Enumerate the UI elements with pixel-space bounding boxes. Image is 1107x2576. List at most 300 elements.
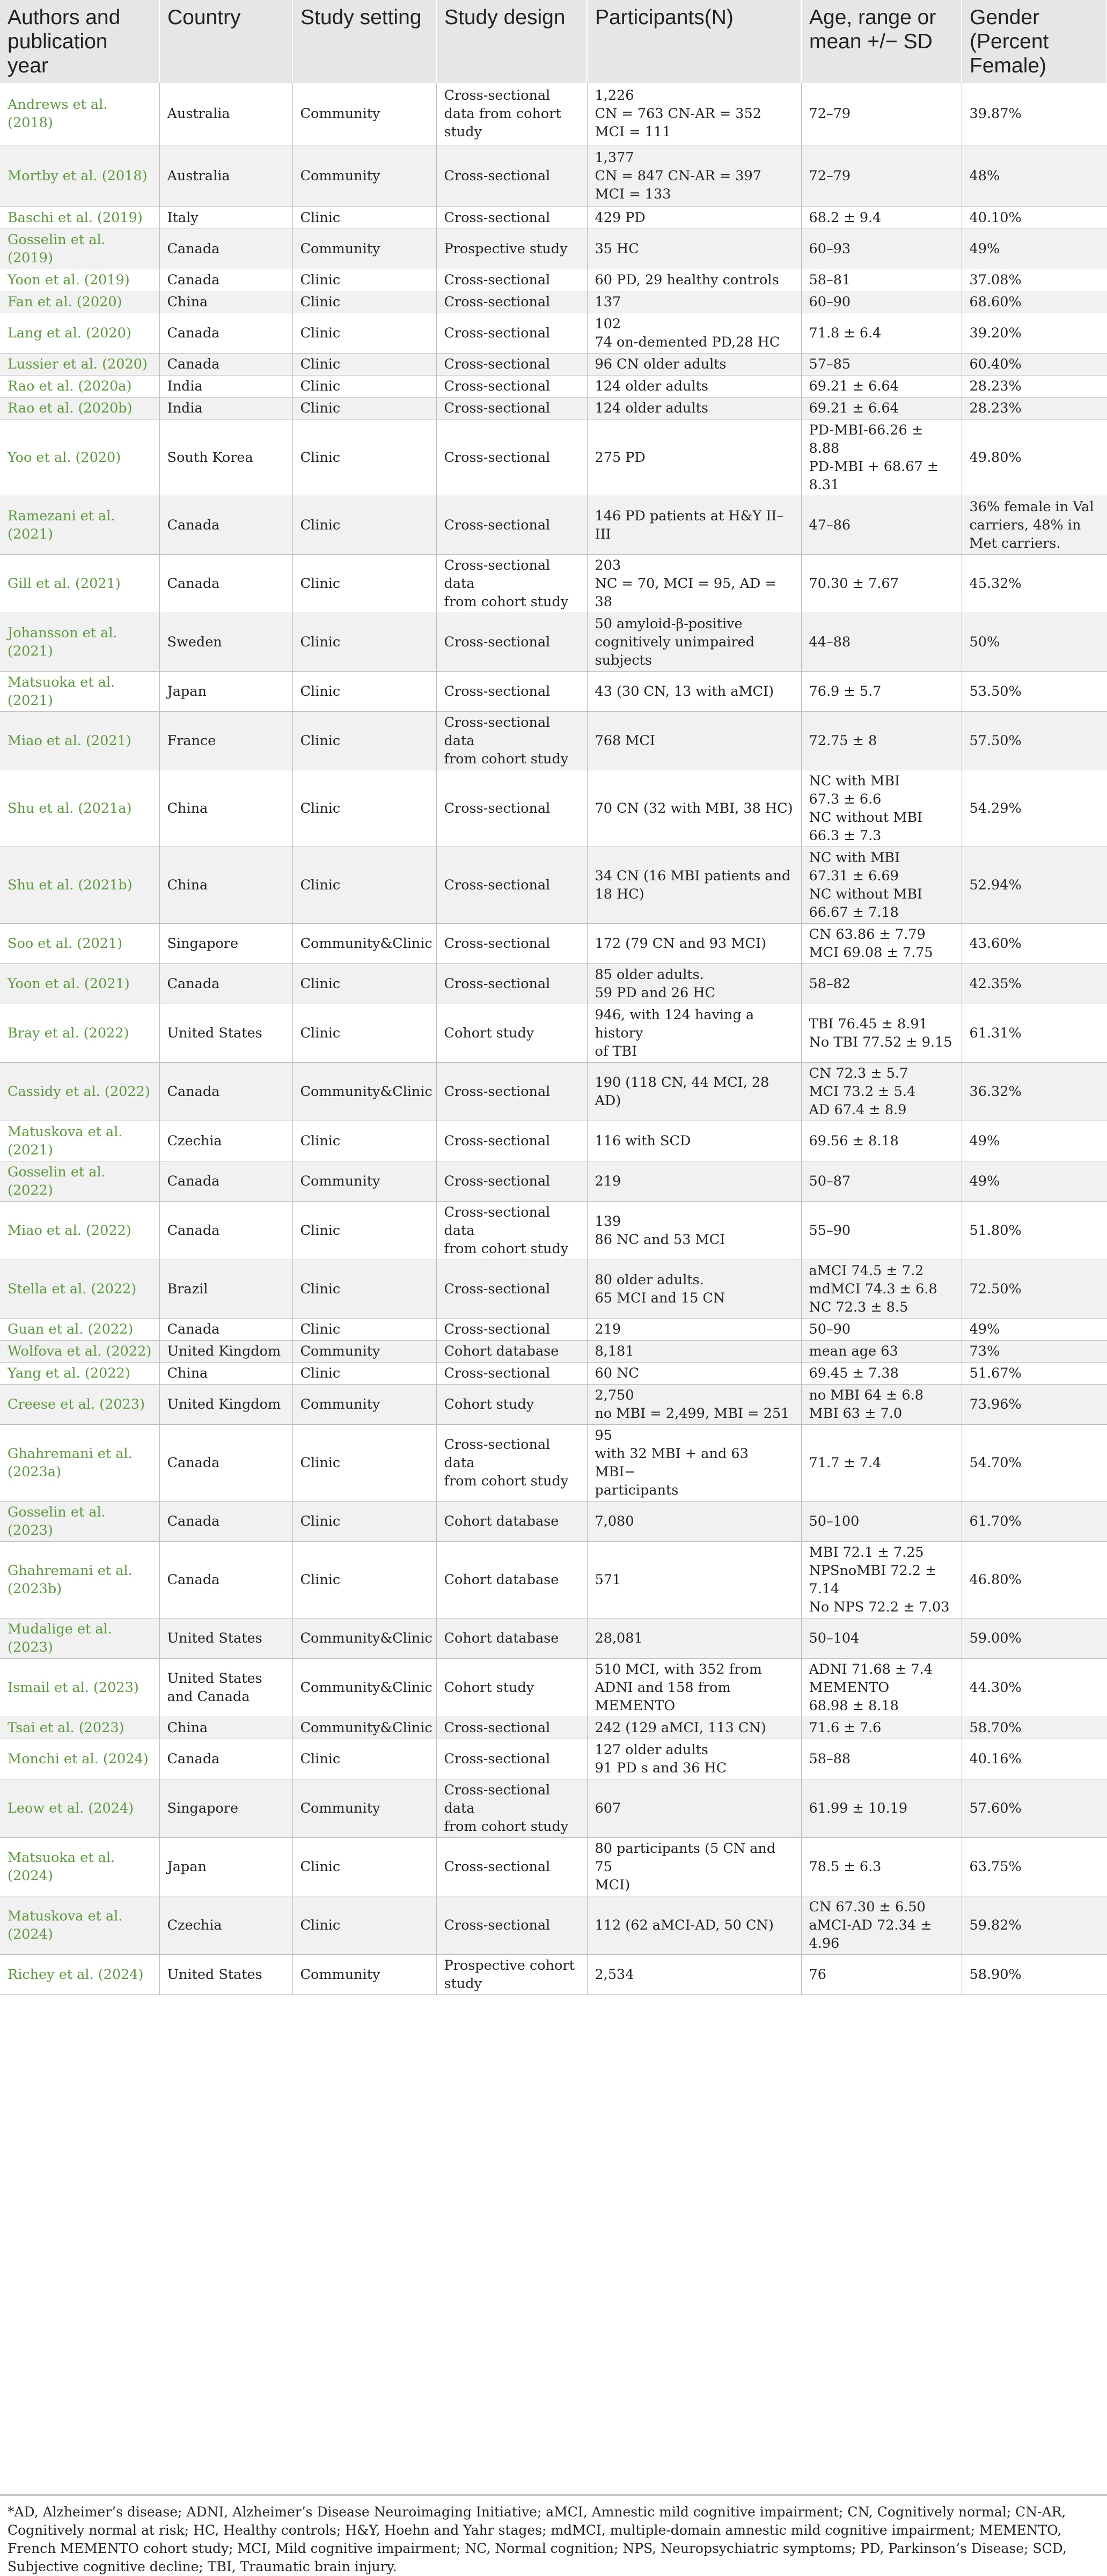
cell-author[interactable]: Andrews et al. (2018): [0, 83, 159, 145]
cell-author[interactable]: Ramezani et al. (2021): [0, 496, 159, 554]
cell-design: Cross-sectional data from cohort study: [436, 1201, 587, 1260]
cell-design: Cross-sectional: [436, 269, 587, 291]
cell-gender: 36.32%: [962, 1062, 1107, 1121]
table-row: [0, 1260, 1107, 1318]
cell-author[interactable]: Baschi et al. (2019): [0, 207, 159, 229]
table-row: [0, 1779, 1107, 1837]
cell-age: 71.7 ± 7.4: [801, 1424, 962, 1501]
cell-participants: 60 PD, 29 healthy controls: [587, 269, 801, 291]
table-row: [0, 1340, 1107, 1362]
cell-country: Canada: [159, 1318, 292, 1340]
cell-participants: 124 older adults: [587, 397, 801, 419]
table-row: [0, 847, 1107, 923]
cell-author[interactable]: Yoo et al. (2020): [0, 419, 159, 496]
cell-age: 69.21 ± 6.64: [801, 397, 962, 419]
cell-country: United States: [159, 1618, 292, 1658]
cell-participants: 28,081: [587, 1618, 801, 1658]
cell-author[interactable]: Rao et al. (2020b): [0, 397, 159, 419]
cell-age: PD-MBI-66.26 ± 8.88 PD-MBI + 68.67 ± 8.31: [801, 419, 962, 496]
cell-age: 58–82: [801, 963, 962, 1004]
cell-country: Canada: [159, 313, 292, 353]
cell-design: Cross-sectional: [436, 671, 587, 711]
table-row: [0, 554, 1107, 613]
cell-gender: 42.35%: [962, 963, 1107, 1004]
cell-design: Cross-sectional: [436, 923, 587, 963]
table-row: [0, 375, 1107, 397]
cell-setting: Clinic: [292, 397, 436, 419]
cell-gender: 45.32%: [962, 554, 1107, 613]
cell-design: Cross-sectional: [436, 1739, 587, 1779]
cell-author[interactable]: Stella et al. (2022): [0, 1260, 159, 1318]
cell-design: Cross-sectional: [436, 1362, 587, 1384]
cell-participants: 510 MCI, with 352 from ADNI and 158 from MEMENTO: [587, 1658, 801, 1717]
cell-age: 78.5 ± 6.3: [801, 1837, 962, 1896]
cell-participants: 219: [587, 1318, 801, 1340]
cell-design: Cross-sectional: [436, 1837, 587, 1896]
cell-setting: Clinic: [292, 269, 436, 291]
cell-author[interactable]: Gosselin et al. (2023): [0, 1501, 159, 1541]
cell-participants: 1,377 CN = 847 CN-AR = 397 MCI = 133: [587, 145, 801, 207]
cell-author[interactable]: Ghahremani et al. (2023a): [0, 1424, 159, 1501]
cell-setting: Clinic: [292, 1541, 436, 1618]
cell-participants: 95 with 32 MBI + and 63 MBI− participants: [587, 1424, 801, 1501]
table-row: [0, 145, 1107, 207]
cell-age: 71.8 ± 6.4: [801, 313, 962, 353]
cell-setting: Community: [292, 83, 436, 145]
cell-author[interactable]: Shu et al. (2021a): [0, 770, 159, 847]
cell-setting: Clinic: [292, 496, 436, 554]
table-row: [0, 313, 1107, 353]
cell-country: Canada: [159, 963, 292, 1004]
table-body: [0, 83, 1107, 1994]
cell-participants: 946, with 124 having a history of TBI: [587, 1004, 801, 1062]
cell-country: United States: [159, 1954, 292, 1994]
cell-country: Singapore: [159, 923, 292, 963]
table-row: [0, 1618, 1107, 1658]
cell-author[interactable]: Matuskova et al. (2021): [0, 1121, 159, 1161]
cell-design: Cross-sectional: [436, 847, 587, 923]
cell-design: Cross-sectional data from cohort study: [436, 83, 587, 145]
header-design: Study design: [436, 0, 587, 83]
cell-gender: 40.10%: [962, 207, 1107, 229]
cell-setting: Community&Clinic: [292, 1658, 436, 1717]
table-row: [0, 1658, 1107, 1717]
cell-gender: 49%: [962, 1318, 1107, 1340]
cell-age: 44–88: [801, 613, 962, 671]
cell-author[interactable]: Lussier et al. (2020): [0, 353, 159, 375]
cell-setting: Clinic: [292, 207, 436, 229]
cell-country: Czechia: [159, 1121, 292, 1161]
cell-design: Cross-sectional data from cohort study: [436, 1779, 587, 1837]
cell-setting: Clinic: [292, 291, 436, 313]
cell-age: 76: [801, 1954, 962, 1994]
cell-author[interactable]: Mudalige et al. (2023): [0, 1618, 159, 1658]
cell-setting: Clinic: [292, 671, 436, 711]
cell-design: Cross-sectional: [436, 1161, 587, 1201]
cell-author[interactable]: Miao et al. (2021): [0, 711, 159, 770]
cell-author[interactable]: Matuskova et al. (2024): [0, 1896, 159, 1954]
cell-design: Cross-sectional: [436, 145, 587, 207]
header-gender: Gender (Percent Female): [962, 0, 1107, 83]
cell-author[interactable]: Guan et al. (2022): [0, 1318, 159, 1340]
cell-design: Cross-sectional: [436, 613, 587, 671]
cell-setting: Clinic: [292, 353, 436, 375]
cell-design: Cross-sectional data from cohort study: [436, 711, 587, 770]
cell-country: India: [159, 397, 292, 419]
table-row: [0, 711, 1107, 770]
table-footnote: *AD, Alzheimer’s disease; ADNI, Alzheimer’s Disease Neuroimaging Initiative; aMCI, Amnestic mild cognitive impairment; CN, Cognitively normal; CN-AR, Cognitively normal at risk; HC, Healthy controls; H&Y, Hoehn and Yahr stages; mdMCI, multiple-domain amnestic mild cognitive impairment; MEMENTO, French MEMENTO cohort study; MCI, Mild cognitive impairment; NC, Normal cognition; NPS, Neuropsychiatric symptoms; PD, Parkinson’s Disease; SCD, Subjective cognitive decline; TBI, Traumatic brain injury.: [0, 2494, 1107, 2576]
cell-participants: 8,181: [587, 1340, 801, 1362]
cell-age: 50–104: [801, 1618, 962, 1658]
cell-country: Canada: [159, 496, 292, 554]
cell-age: 50–100: [801, 1501, 962, 1541]
cell-design: Cross-sectional: [436, 1062, 587, 1121]
cell-setting: Community&Clinic: [292, 1618, 436, 1658]
cell-participants: 35 HC: [587, 229, 801, 269]
cell-gender: 54.70%: [962, 1424, 1107, 1501]
cell-gender: 51.80%: [962, 1201, 1107, 1260]
cell-gender: 49%: [962, 1161, 1107, 1201]
cell-age: 68.2 ± 9.4: [801, 207, 962, 229]
cell-participants: 607: [587, 1779, 801, 1837]
cell-participants: 60 NC: [587, 1362, 801, 1384]
table-row: [0, 229, 1107, 269]
cell-design: Cross-sectional data from cohort study: [436, 1424, 587, 1501]
table-row: [0, 923, 1107, 963]
cell-author[interactable]: Fan et al. (2020): [0, 291, 159, 313]
cell-setting: Clinic: [292, 770, 436, 847]
cell-author[interactable]: Leow et al. (2024): [0, 1779, 159, 1837]
cell-age: 60–93: [801, 229, 962, 269]
cell-country: Canada: [159, 229, 292, 269]
cell-age: 69.56 ± 8.18: [801, 1121, 962, 1161]
cell-age: 72.75 ± 8: [801, 711, 962, 770]
cell-setting: Clinic: [292, 375, 436, 397]
cell-age: NC with MBI 67.31 ± 6.69 NC without MBI 66.67 ± 7.18: [801, 847, 962, 923]
cell-participants: 2,534: [587, 1954, 801, 1994]
cell-author[interactable]: Rao et al. (2020a): [0, 375, 159, 397]
cell-design: Prospective study: [436, 229, 587, 269]
cell-country: Canada: [159, 1739, 292, 1779]
table-row: [0, 291, 1107, 313]
cell-author[interactable]: Monchi et al. (2024): [0, 1739, 159, 1779]
cell-gender: 28.23%: [962, 375, 1107, 397]
cell-participants: 116 with SCD: [587, 1121, 801, 1161]
table-row: [0, 1201, 1107, 1260]
cell-participants: 80 older adults. 65 MCI and 15 CN: [587, 1260, 801, 1318]
cell-participants: 146 PD patients at H&Y II–III: [587, 496, 801, 554]
cell-age: 50–90: [801, 1318, 962, 1340]
table-row: [0, 963, 1107, 1004]
cell-gender: 52.94%: [962, 847, 1107, 923]
cell-country: Japan: [159, 671, 292, 711]
cell-gender: 39.87%: [962, 83, 1107, 145]
cell-participants: 80 participants (5 CN and 75 MCI): [587, 1837, 801, 1896]
cell-gender: 44.30%: [962, 1658, 1107, 1717]
cell-setting: Clinic: [292, 963, 436, 1004]
cell-age: 58–81: [801, 269, 962, 291]
cell-age: MBI 72.1 ± 7.25 NPSnoMBI 72.2 ± 7.14 No NPS 72.2 ± 7.03: [801, 1541, 962, 1618]
table-row: [0, 1161, 1107, 1201]
cell-gender: 49.80%: [962, 419, 1107, 496]
cell-setting: Clinic: [292, 1362, 436, 1384]
cell-participants: 429 PD: [587, 207, 801, 229]
cell-country: China: [159, 847, 292, 923]
cell-setting: Clinic: [292, 1424, 436, 1501]
cell-country: Japan: [159, 1837, 292, 1896]
cell-country: United Kingdom: [159, 1340, 292, 1362]
cell-gender: 40.16%: [962, 1739, 1107, 1779]
cell-author[interactable]: Richey et al. (2024): [0, 1954, 159, 1994]
cell-author[interactable]: Ghahremani et al. (2023b): [0, 1541, 159, 1618]
table-header-row: [0, 0, 1107, 83]
cell-age: 69.21 ± 6.64: [801, 375, 962, 397]
table-row: [0, 269, 1107, 291]
cell-participants: 190 (118 CN, 44 MCI, 28 AD): [587, 1062, 801, 1121]
table-row: [0, 613, 1107, 671]
cell-gender: 46.80%: [962, 1541, 1107, 1618]
cell-setting: Community: [292, 229, 436, 269]
cell-design: Cohort study: [436, 1384, 587, 1424]
cell-gender: 50%: [962, 613, 1107, 671]
cell-participants: 203 NC = 70, MCI = 95, AD = 38: [587, 554, 801, 613]
cell-setting: Clinic: [292, 1201, 436, 1260]
cell-design: Cross-sectional data from cohort study: [436, 554, 587, 613]
table-row: [0, 1896, 1107, 1954]
cell-participants: 124 older adults: [587, 375, 801, 397]
cell-country: Canada: [159, 1062, 292, 1121]
cell-gender: 73.96%: [962, 1384, 1107, 1424]
cell-setting: Clinic: [292, 847, 436, 923]
cell-author[interactable]: Gosselin et al. (2022): [0, 1161, 159, 1201]
table-row: [0, 1739, 1107, 1779]
cell-gender: 49%: [962, 229, 1107, 269]
table-row: [0, 1424, 1107, 1501]
cell-design: Cross-sectional: [436, 1260, 587, 1318]
cell-country: United States: [159, 1004, 292, 1062]
cell-design: Cohort study: [436, 1004, 587, 1062]
cell-country: Canada: [159, 1161, 292, 1201]
cell-author[interactable]: Shu et al. (2021b): [0, 847, 159, 923]
cell-participants: 1,226 CN = 763 CN-AR = 352 MCI = 111: [587, 83, 801, 145]
cell-design: Cross-sectional: [436, 1717, 587, 1739]
cell-setting: Clinic: [292, 313, 436, 353]
cell-setting: Clinic: [292, 711, 436, 770]
cell-author[interactable]: Yang et al. (2022): [0, 1362, 159, 1384]
cell-setting: Community: [292, 1340, 436, 1362]
cell-age: 55–90: [801, 1201, 962, 1260]
cell-participants: 85 older adults. 59 PD and 26 HC: [587, 963, 801, 1004]
cell-author[interactable]: Wolfova et al. (2022): [0, 1340, 159, 1362]
cell-age: CN 72.3 ± 5.7 MCI 73.2 ± 5.4 AD 67.4 ± 8.9: [801, 1062, 962, 1121]
cell-design: Prospective cohort study: [436, 1954, 587, 1994]
cell-gender: 73%: [962, 1340, 1107, 1362]
cell-author[interactable]: Tsai et al. (2023): [0, 1717, 159, 1739]
cell-country: China: [159, 291, 292, 313]
cell-author[interactable]: Yoon et al. (2021): [0, 963, 159, 1004]
cell-country: Australia: [159, 145, 292, 207]
cell-country: Canada: [159, 1201, 292, 1260]
cell-country: United Kingdom: [159, 1384, 292, 1424]
table-row: [0, 1121, 1107, 1161]
cell-gender: 61.70%: [962, 1501, 1107, 1541]
cell-design: Cohort database: [436, 1340, 587, 1362]
table-row: [0, 1501, 1107, 1541]
cell-design: Cross-sectional: [436, 375, 587, 397]
cell-setting: Community&Clinic: [292, 923, 436, 963]
table-row: [0, 353, 1107, 375]
cell-country: Czechia: [159, 1896, 292, 1954]
cell-country: India: [159, 375, 292, 397]
cell-design: Cross-sectional: [436, 353, 587, 375]
cell-design: Cross-sectional: [436, 313, 587, 353]
cell-design: Cross-sectional: [436, 207, 587, 229]
cell-age: aMCI 74.5 ± 7.2 mdMCI 74.3 ± 6.8 NC 72.3 ± 8.5: [801, 1260, 962, 1318]
cell-design: Cohort database: [436, 1501, 587, 1541]
cell-gender: 54.29%: [962, 770, 1107, 847]
cell-author[interactable]: Cassidy et al. (2022): [0, 1062, 159, 1121]
cell-country: China: [159, 770, 292, 847]
cell-gender: 36% female in Val carriers, 48% in Met carriers.: [962, 496, 1107, 554]
cell-gender: 39.20%: [962, 313, 1107, 353]
cell-author[interactable]: Johansson et al. (2021): [0, 613, 159, 671]
cell-design: Cross-sectional: [436, 419, 587, 496]
cell-country: Italy: [159, 207, 292, 229]
cell-age: 71.6 ± 7.6: [801, 1717, 962, 1739]
cell-author[interactable]: Lang et al. (2020): [0, 313, 159, 353]
cell-country: United States and Canada: [159, 1658, 292, 1717]
cell-setting: Clinic: [292, 1739, 436, 1779]
cell-country: Canada: [159, 554, 292, 613]
cell-author[interactable]: Bray et al. (2022): [0, 1004, 159, 1062]
header-author: Authors and publication year: [0, 0, 159, 83]
cell-author[interactable]: Matsuoka et al. (2024): [0, 1837, 159, 1896]
table-row: [0, 83, 1107, 145]
cell-setting: Clinic: [292, 1501, 436, 1541]
cell-age: 50–87: [801, 1161, 962, 1201]
cell-age: 72–79: [801, 83, 962, 145]
cell-author[interactable]: Creese et al. (2023): [0, 1384, 159, 1424]
cell-gender: 48%: [962, 145, 1107, 207]
cell-author[interactable]: Mortby et al. (2018): [0, 145, 159, 207]
cell-age: mean age 63: [801, 1340, 962, 1362]
cell-setting: Clinic: [292, 419, 436, 496]
cell-gender: 61.31%: [962, 1004, 1107, 1062]
cell-participants: 137: [587, 291, 801, 313]
cell-design: Cohort database: [436, 1541, 587, 1618]
cell-setting: Clinic: [292, 1837, 436, 1896]
header-participants: Participants(N): [587, 0, 801, 83]
cell-setting: Clinic: [292, 1318, 436, 1340]
cell-design: Cross-sectional: [436, 1121, 587, 1161]
table-row: [0, 397, 1107, 419]
cell-country: Singapore: [159, 1779, 292, 1837]
cell-setting: Community: [292, 1779, 436, 1837]
cell-author[interactable]: Miao et al. (2022): [0, 1201, 159, 1260]
cell-age: ADNI 71.68 ± 7.4 MEMENTO 68.98 ± 8.18: [801, 1658, 962, 1717]
cell-participants: 242 (129 aMCI, 113 CN): [587, 1717, 801, 1739]
cell-country: Australia: [159, 83, 292, 145]
cell-gender: 68.60%: [962, 291, 1107, 313]
cell-gender: 58.70%: [962, 1717, 1107, 1739]
cell-setting: Clinic: [292, 1896, 436, 1954]
cell-participants: 112 (62 aMCI-AD, 50 CN): [587, 1896, 801, 1954]
table-row: [0, 770, 1107, 847]
table-row: [0, 1318, 1107, 1340]
cell-design: Cross-sectional: [436, 291, 587, 313]
cell-age: 69.45 ± 7.38: [801, 1362, 962, 1384]
cell-setting: Community: [292, 1954, 436, 1994]
cell-author[interactable]: Gill et al. (2021): [0, 554, 159, 613]
cell-age: 61.99 ± 10.19: [801, 1779, 962, 1837]
cell-author[interactable]: Matsuoka et al. (2021): [0, 671, 159, 711]
table-row: [0, 1954, 1107, 1994]
cell-setting: Community: [292, 1161, 436, 1201]
cell-gender: 37.08%: [962, 269, 1107, 291]
cell-participants: 127 older adults 91 PD s and 36 HC: [587, 1739, 801, 1779]
cell-age: 76.9 ± 5.7: [801, 671, 962, 711]
cell-author[interactable]: Ismail et al. (2023): [0, 1658, 159, 1717]
cell-participants: 172 (79 CN and 93 MCI): [587, 923, 801, 963]
cell-setting: Community&Clinic: [292, 1062, 436, 1121]
cell-gender: 43.60%: [962, 923, 1107, 963]
cell-participants: 219: [587, 1161, 801, 1201]
cell-gender: 58.90%: [962, 1954, 1107, 1994]
table-row: [0, 1384, 1107, 1424]
cell-design: Cross-sectional: [436, 397, 587, 419]
cell-gender: 72.50%: [962, 1260, 1107, 1318]
cell-participants: 70 CN (32 with MBI, 38 HC): [587, 770, 801, 847]
cell-country: Canada: [159, 353, 292, 375]
cell-setting: Clinic: [292, 554, 436, 613]
cell-design: Cross-sectional: [436, 770, 587, 847]
table-row: [0, 1541, 1107, 1618]
cell-age: NC with MBI 67.3 ± 6.6 NC without MBI 66.3 ± 7.3: [801, 770, 962, 847]
cell-participants: 43 (30 CN, 13 with aMCI): [587, 671, 801, 711]
cell-country: China: [159, 1717, 292, 1739]
cell-country: Sweden: [159, 613, 292, 671]
cell-gender: 28.23%: [962, 397, 1107, 419]
cell-author[interactable]: Yoon et al. (2019): [0, 269, 159, 291]
cell-design: Cross-sectional: [436, 496, 587, 554]
cell-country: Canada: [159, 1424, 292, 1501]
table-row: [0, 1004, 1107, 1062]
cell-gender: 57.50%: [962, 711, 1107, 770]
cell-gender: 63.75%: [962, 1837, 1107, 1896]
cell-gender: 57.60%: [962, 1779, 1107, 1837]
header-age: Age, range or mean +/− SD: [801, 0, 962, 83]
cell-setting: Community: [292, 145, 436, 207]
cell-age: CN 63.86 ± 7.79 MCI 69.08 ± 7.75: [801, 923, 962, 963]
cell-author[interactable]: Soo et al. (2021): [0, 923, 159, 963]
cell-country: Brazil: [159, 1260, 292, 1318]
cell-country: South Korea: [159, 419, 292, 496]
cell-setting: Community&Clinic: [292, 1717, 436, 1739]
cell-participants: 275 PD: [587, 419, 801, 496]
cell-author[interactable]: Gosselin et al. (2019): [0, 229, 159, 269]
cell-setting: Clinic: [292, 1260, 436, 1318]
cell-participants: 102 74 on-demented PD,28 HC: [587, 313, 801, 353]
cell-country: Canada: [159, 269, 292, 291]
cell-setting: Clinic: [292, 1121, 436, 1161]
cell-participants: 139 86 NC and 53 MCI: [587, 1201, 801, 1260]
cell-country: Canada: [159, 1541, 292, 1618]
cell-age: 70.30 ± 7.67: [801, 554, 962, 613]
table-row: [0, 207, 1107, 229]
header-country: Country: [159, 0, 292, 83]
cell-country: China: [159, 1362, 292, 1384]
table-row: [0, 1362, 1107, 1384]
